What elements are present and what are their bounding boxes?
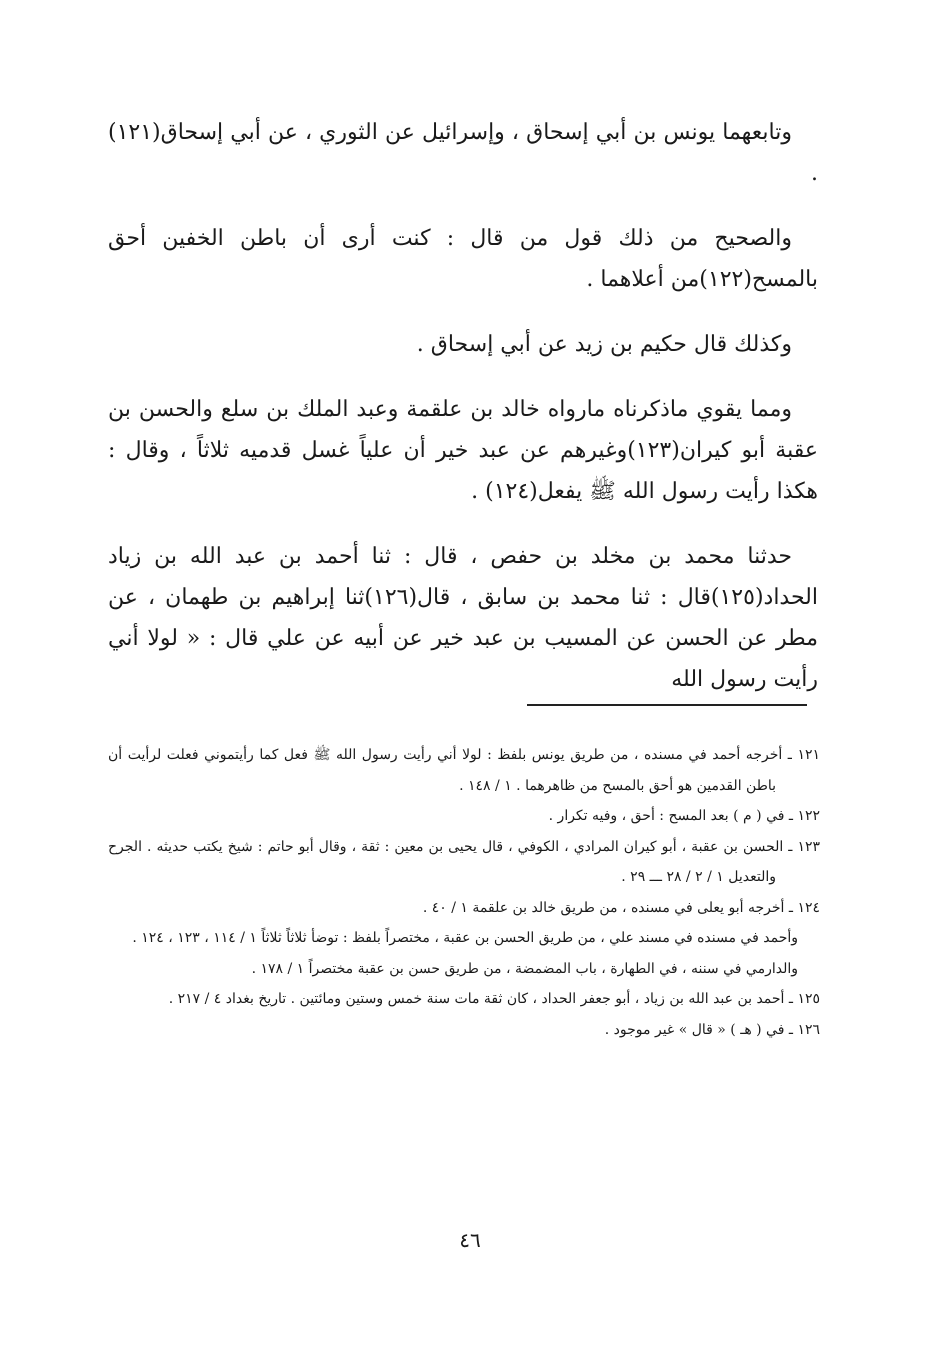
main-text xyxy=(108,112,818,700)
paragraph: وكذلك قال حكيم بن زيد عن أبي إسحاق . xyxy=(416,332,792,357)
paragraph: والصحيح من ذلك قول من قال : كنت أرى أن باطن الخفين أحق بالمسح(١٢٢)من أعلاهما . xyxy=(108,226,818,292)
footnote-continuation: والدارمي في سننه ، في الطهارة ، باب المضمضة ، من طريق حسن بن عقبة مختصراً ١ / ١٧٨ . xyxy=(251,960,798,977)
footnote: ١٢٦ ـ في ( هـ ) « قال » غير موجود . xyxy=(604,1021,820,1038)
paragraph: وتابعهما يونس بن أبي إسحاق ، وإسرائيل عن الثوري ، عن أبي إسحاق(١٢١) . xyxy=(108,120,818,186)
footnotes xyxy=(108,740,820,1045)
paragraph: حدثنا محمد بن مخلد بن حفص ، قال : ثنا أحمد بن عبد الله بن زياد الحداد(١٢٥)قال : ثنا محمد بن سابق ، قال(١٢٦)ثنا إبراهيم بن طهمان ، عن مطر عن الحسن عن المسيب بن عبد خير عن أبيه عن علي قال : « لولا أني رأيت رسول الله xyxy=(108,544,818,692)
footnote-divider xyxy=(527,704,807,706)
page-number: ٤٦ xyxy=(459,1228,481,1252)
footnote-continuation: وأحمد في مسنده في مسند علي ، من طريق الحسن بن عقبة ، مختصراً بلفظ : توضأ ثلاثاً ثلاثاً ١ / ١١٤ ، ١٢٣ ، ١٢٤ . xyxy=(132,930,798,946)
footnote: ١٢٥ ـ أحمد بن عبد الله بن زياد ، أبو جعفر الحداد ، كان ثقة مات سنة خمس وستين ومائتين . تاريخ بغداد ٤ / ٢١٧ . xyxy=(168,991,820,1007)
footnote: ١٢٣ ـ الحسن بن عقبة ، أبو كيران المرادي ، الكوفي ، قال يحيى بن معين : ثقة ، وقال أبو حاتم : شيخ يكتب حديثه . الجرح والتعديل ١ / ٢ / ٢٨ ـــ ٢٩ . xyxy=(108,838,820,885)
footnote: ١٢٤ ـ أخرجه أبو يعلى في مسنده ، من طريق خالد بن علقمة ١ / ٤٠ . xyxy=(422,899,820,916)
paragraph: ومما يقوي ماذكرناه مارواه خالد بن علقمة وعبد الملك بن سلع والحسن بن عقبة أبو كيران(١٢٣)وغيرهم عن عبد خير أن علياً غسل قدميه ثلاثاً ، وقال : هكذا رأيت رسول الله ﷺ يفعل(١٢٤) . xyxy=(108,397,819,504)
footnote: ١٢١ ـ أخرجه أحمد في مسنده ، من طريق يونس بلفظ : لولا أني رأيت رسول الله ﷺ فعل كما رأيتموني فعلت لرأيت أن باطن القدمين هو أحق بالمسح من ظاهرهما . ١ / ١٤٨ . xyxy=(108,747,820,794)
footnote: ١٢٢ ـ في ( م ) بعد المسح : أحق ، وفيه تكرار . xyxy=(548,808,820,824)
